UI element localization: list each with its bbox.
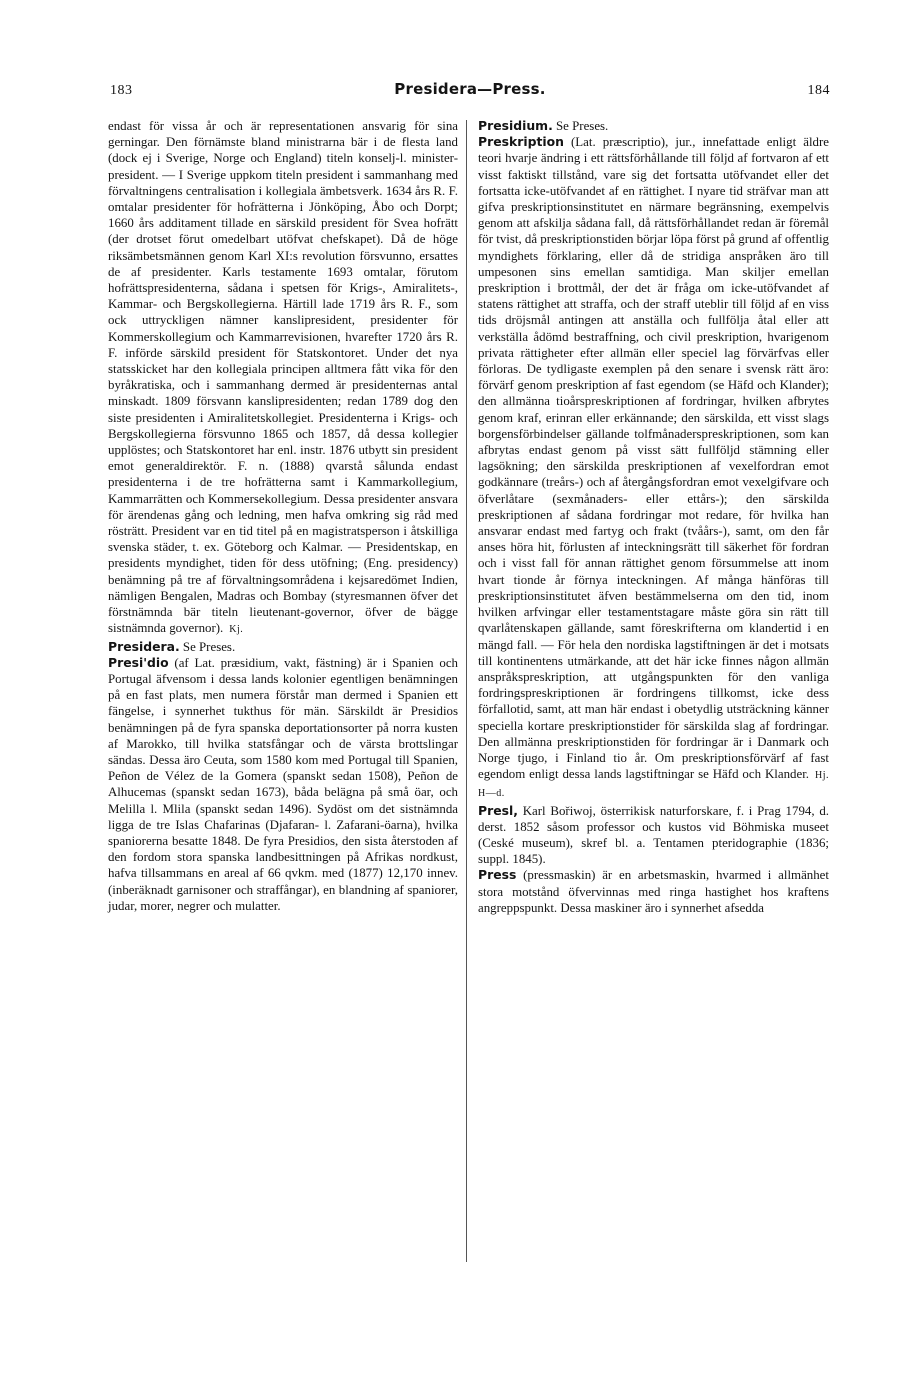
president-entry-continuation — [108, 118, 458, 639]
entry-presidera — [108, 639, 458, 655]
entry-text: (Lat. præscriptio), jur., innefattade enligt äldre teori hvarje ändring i ett rättsförhållande till följd af fortvaron af ett visst faktiskt tillstånd, vare sig det fortsatta utöfvandet eller det fortsatta icke-utöfvandet af en rättighet. I nyare tid sträfvar man att gifva preskriptionsinstitutet en närmare begränsning, exempelvis genom att afskilja sådana fall, då rättsförhållandet redan är föremål för tvist, då preskriptionstiden börjar löpa först på grund af offentlig myndighets förklaring, eller då de stridiga anspråken äro till umpesonen sins emellan samtidiga. Man skiljer emellan preskription i brottmål, der det är fråga om icke-utöfvandet af statens rättighet att straffa, och der straff uteblir till följd af en viss tids dröjsmål antingen att anställa och fullfölja åtal eller att verkställa ådömd bestraffning, och civil preskription, hvarigenom privata rättigheter efter allmän eller speciel lag förvärfvas eller förloras. De tydligaste exemplen på den senare i svensk rätt äro: förvärf genom preskription af fast egendom (se Häfd och Klander); den allmänna tioårspreskriptionen af fordringar, hvilken afbrytes genom kraf, erinran eller erkännande; den särskilda, ett visst slags borgensförbindelser gällande tolfmånaderspreskriptionen, som kan afbrytas endast genom på visst sätt fullföljd stämning eller lagsökning; den särskilda preskriptionen af vexelfordran emot godkännare (treårs-) och af återgångsfordran emot vexelgifvare och öfverlåtare (sexmånaders- eller ettårs-); den särskilda preskriptionen af sådana fordringar mot redare, för hvilka han ansvarar endast med fartyg och frakt (tvåårs-), samt, om den får anses höra hit, förlusten af inteckningsrätt till säkerhet för fordran och i visst fall för annan rättighet genom försummelse att inom hvart tionde år förnya inteckningen. Af många hänföras till preskriptionsinstitutet äfven bestämmelserna om den tid, inom hvilken arfvingar eller testamentstagare måste göra sin rätt till qvarlåtenskapen gällande, samt föreskrifterna om klandertid i en mängd fall. — För hela den nordiska lagstiftningen är det i motsats till kontinentens utmärkande, att det här icke finnes någon allmän anspråkspreskription, att utgångspunkten för den vanliga fordringspreskriptionen är fordringens tillkomst, icke dess förfallotid, samt, att man här endast i obetydlig utsträckning känner speciella kortare preskriptionstider för särskilda slag af fordringar. Den allmänna preskriptionstiden för fordringar är i Danmark och Norge tjugo, i Finland tio år. Om preskriptionsförvärf af fast egendom enligt dessa lands lagstiftningar se Häfd och Klander. — [478, 135, 829, 782]
column-divider — [466, 120, 467, 1262]
entry-presl — [478, 803, 829, 868]
entry-text: Se Preses. — [552, 119, 609, 133]
president-text: endast för vissa år och är representationen ansvarig för sina gerningar. Den förnämste bland ministrarna bär i de flesta land (dock ej i Sverige, Norge och England) titeln konselj-l. minister-president. — I Sverige uppkom titeln president i sammanhang med förvaltningens centralisation i kollegiala ämbetsverk. 1634 års R. F. omtalar presidenter för hofrätterna i Jönköping, Åbo och Dorpt; 1660 års additament tillade en särskild president för Svea hofrätt (der drotset förut omedelbart utöfvat chefskapet). Då de höge riksämbetsmännen genom Karl XI:s revolution försvunno, ersattes de af presidenter. Karls testamente 1693 omtalar, förutom hofrättspresidenterna, sådana i spetsen för Krigs-, Amiralitets-, Kammar- och Bergskollegierna. Härtill lade 1719 års R. F., som ock uttryckligen nämner kanslipresident, presidenter för Kommerskollegium och Kammarrevisionen, hvarefter 1720 års R. F. införde särskild president för Statskontoret. Under det nya statsskicket har den kollegiala principen alltmera fått vika för den byråkratiska, och i sammanhang dermed är presidenternas antal minskadt. 1809 försvann kanslipresidenten; redan 1789 dog den siste presidenten i Amiralitetskollegiet. Presidenterna i Krigs- och Bergskollegierna försvunno 1865 och 1857, då dessa kollegier upplöstes; och Statskontoret har enl. instr. 1876 utbytt sin president emot generaldirektör. F. n. (1888) qvarstå sålunda endast presidenterna i de tre hofrätterna samt i Kammarkollegium, Kammarrätten och Kommersekollegium. Dessa presidenter ansvara för ärendenas gång och ledning, men hafva omkring sig råd med rösträtt. President var en tid titel på en magistratsperson i åtskilliga svenska städer, t. ex. Göteborg och Kalmar. — Presidentskap, en presidents myndighet, tiden för dess utöfning; (Eng. presidency) benämning på tre af förvaltningsområdena i kejsaredömet Indien, nämligen Bengalen, Madras och Bombay (styresmannen öfver det förstnämnda bär titeln lieutenant-governor, öfver de bägge sistnämnda governor). — [108, 119, 458, 636]
right-column — [478, 118, 829, 916]
headword: Preskription — [478, 134, 564, 150]
entry-press — [478, 867, 829, 916]
entry-text: Se Preses. — [179, 639, 236, 654]
page-number-left: 183 — [110, 83, 133, 98]
headword: Presl, — [478, 802, 518, 818]
entry-presidium — [478, 118, 829, 134]
entry-text: (pressmaskin) är en arbetsmaskin, hvarmed i allmänhet stora motstånd öfvervinnas med ringa hastighet hos kraftens angreppspunkt. Dessa maskiner äro i synnerhet afsedda — [478, 868, 829, 915]
page-number-right: 184 — [807, 83, 830, 98]
headword: Presidera. — [108, 638, 180, 654]
headword: Presi'dio — [108, 654, 169, 670]
running-title: Presidera—Press. — [394, 80, 546, 98]
headword: Press — [478, 867, 517, 883]
author-signature: Kj. — [229, 624, 244, 636]
author-signature: Hj. H—d. — [478, 770, 829, 800]
headword: Presidium. — [478, 118, 553, 133]
running-header — [110, 80, 830, 108]
entry-presidio — [108, 655, 458, 914]
entry-text: (af Lat. præsidium, vakt, fästning) är i Spanien och Portugal äfvensom i dessa lands kolonier egentligen benämningen på en fast plats, men numera förstår man dermed i Spanien ett fängelse, i synnerhet tukthus för män. Särskildt är Presidios benämningen på de fyra spanska deportationsorter på norra kusten af Marokko, till hvilka statsfångar och de värsta brottslingar sändas. Dessa äro Ceuta, som 1580 kom med Portugal till Spanien, Peñon de Vélez de la Gomera (spanskt sedan 1508), Peñon de Alhucemas (spanskt sedan 1673), båda belägna på små öar, och Melilla l. Mlila (spanskt sedan 1496). Sydöst om det sistnämnda ligga de tre Islas Chafarinas (Djafaran- l. Zafarani-öarna), hvilka spaniorerna besatte 1848. De fyra Presidios, den sista återstoden af den fordom stora spanska landbesittningen på Afrikas nordkust, hafva tillsammans en areal af 66 qvkm. med (1877) 12,170 innev. (inberäknadt garnisoner och straffångar), en blandning af spaniorer, judar, morer, negrer och mulatter. — [108, 655, 458, 913]
entry-text: Karl Bořiwoj, österrikisk naturforskare, f. i Prag 1794, d. derst. 1852 såsom professor och kustos vid Böhmiska museet (Ceské museum), skref bl. a. Tentamen pteridographie (1836; suppl. 1845). — [478, 803, 829, 867]
entry-preskription — [478, 134, 829, 802]
left-column — [108, 118, 458, 914]
